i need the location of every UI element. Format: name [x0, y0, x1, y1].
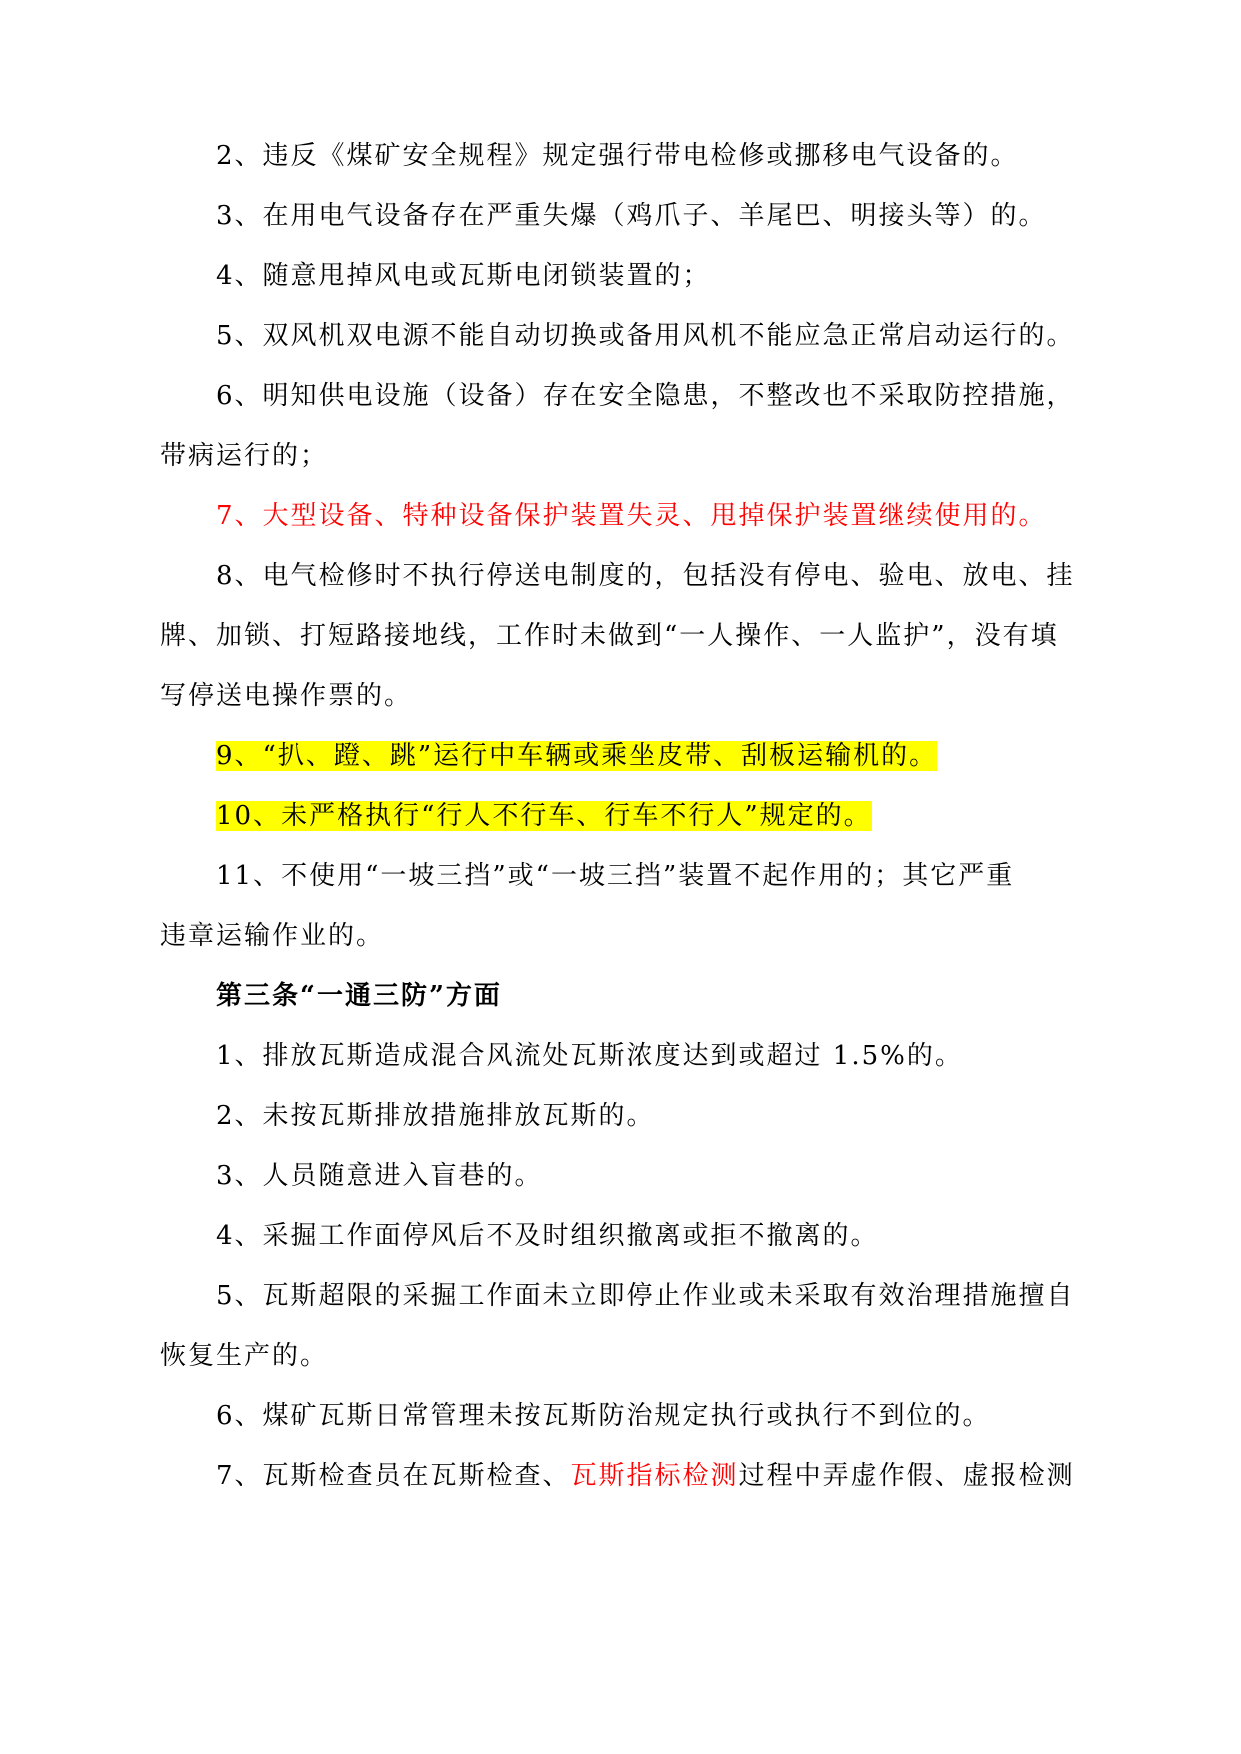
- highlighted-paragraph-line: 9、“扒、蹬、跳”运行中车辆或乘坐皮带、刮板运输机的。: [216, 741, 938, 771]
- paragraph-line: 恢复生产的。: [160, 1341, 329, 1371]
- paragraph-line: 3、人员随意进入盲巷的。: [216, 1161, 543, 1191]
- highlighted-line-container: [0, 736, 1241, 776]
- paragraph-line: 6、煤矿瓦斯日常管理未按瓦斯防治规定执行或执行不到位的。: [216, 1401, 991, 1431]
- paragraph-line: 11、不使用“一坡三挡”或“一坡三挡”装置不起作用的；其它严重: [216, 861, 1015, 891]
- paragraph-line: 违章运输作业的。: [160, 921, 385, 951]
- section-heading: 第三条“一通三防”方面: [216, 981, 502, 1011]
- highlighted-line-container: [0, 796, 1241, 836]
- paragraph-line: 2、违反《煤矿安全规程》规定强行带电检修或挪移电气设备的。: [216, 141, 1019, 171]
- paragraph-line: 8、电气检修时不执行停送电制度的，包括没有停电、验电、放电、挂: [216, 561, 1075, 591]
- mixed-color-line: [0, 1456, 1241, 1496]
- line-segment: 过程中弄虚作假、虚报检测: [738, 1461, 1075, 1491]
- paragraph-line: 带病运行的；: [160, 441, 329, 471]
- red-paragraph-line: 7、大型设备、特种设备保护装置失灵、甩掉保护装置继续使用的。: [216, 501, 1047, 531]
- paragraph-line: 写停送电操作票的。: [160, 681, 413, 711]
- paragraph-line: 2、未按瓦斯排放措施排放瓦斯的。: [216, 1101, 655, 1131]
- paragraph-line: 6、明知供电设施（设备）存在安全隐患，不整改也不采取防控措施，: [216, 381, 1075, 411]
- red-line-segment: 瓦斯指标检测: [570, 1461, 739, 1491]
- paragraph-line: 4、随意甩掉风电或瓦斯电闭锁装置的；: [216, 261, 711, 291]
- paragraph-line: 3、在用电气设备存在严重失爆（鸡爪子、羊尾巴、明接头等）的。: [216, 201, 1047, 231]
- paragraph-line: 5、瓦斯超限的采掘工作面未立即停止作业或未采取有效治理措施擅自: [216, 1281, 1075, 1311]
- highlighted-paragraph-line: 10、未严格执行“行人不行车、行车不行人”规定的。: [216, 801, 872, 831]
- paragraph-line: 1、排放瓦斯造成混合风流处瓦斯浓度达到或超过 1.5%的。: [216, 1041, 963, 1071]
- paragraph-line: 4、采掘工作面停风后不及时组织撤离或拒不撤离的。: [216, 1221, 879, 1251]
- paragraph-line: 牌、加锁、打短路接地线，工作时未做到“一人操作、一人监护”，没有填: [160, 621, 1059, 651]
- line-segment: 7、瓦斯检查员在瓦斯检查、: [216, 1461, 571, 1491]
- paragraph-line: 5、双风机双电源不能自动切换或备用风机不能应急正常启动运行的。: [216, 321, 1075, 351]
